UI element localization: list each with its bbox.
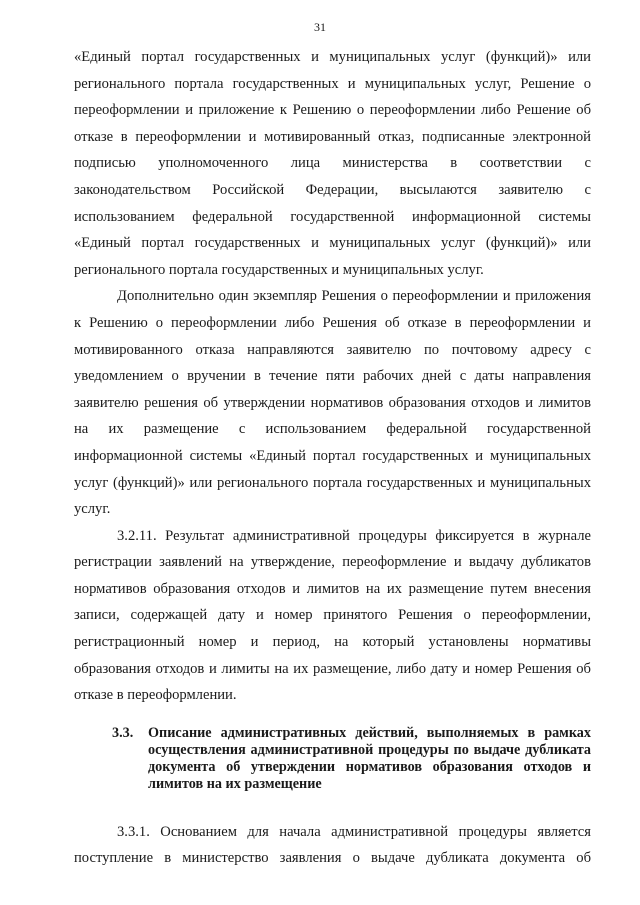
section-number: 3.3. <box>112 724 134 741</box>
section-title: Описание административных действий, выполняемых в рамках осуществления административной процедуры по выдаче дубликата документа об утверждении нормативов образования отходов и лимитов на их размещение <box>148 724 591 792</box>
page-number: 31 <box>314 20 326 34</box>
paragraph-continuation: «Единый портал государственных и муниципальных услуг (функций)» или регионального портала государственных и муниципальных услуг, Решение о переоформлении и приложение к Решению о переоформлении либо Решение об отказе в переоформлении и мотивированный отказ, подписанные электронной подписью уполномоченного лица министерства в соответствии с законодательством Российской Федерации, высылаются заявителю с использованием федеральной государственной информационной системы «Единый портал государственных и муниципальных услуг (функций)» или регионального портала государственных и муниципальных услуг. <box>74 49 591 278</box>
paragraph-additional-copy: Дополнительно один экземпляр Решения о переоформлении и приложения к Решению о переоформлении либо Решения об отказе в переоформлении и мотивированного отказа направляются заявителю по почтовому адресу с уведомлением о вручении в течение пяти рабочих дней с даты направления заявителю решения об утверждении нормативов образования отходов и лимитов на их размещение с использованием федеральной государственной информационной системы «Единый портал государственных и муниципальных услуг (функций)» или регионального портала государственных и муниципальных услуг. <box>74 288 591 518</box>
document-body <box>74 44 591 872</box>
section-heading <box>74 725 591 793</box>
paragraph-3-3-1: 3.3.1. Основанием для начала административной процедуры является поступление в министерство заявления о выдаче дубликата документа об <box>74 823 591 867</box>
paragraph-3-2-11: 3.2.11. Результат административной процедуры фиксируется в журнале регистрации заявлений на утверждение, переоформление и выдачу дубликатов нормативов образования отходов и лимитов на их размещение путем внесения записи, содержащей дату и номер принятого Решения о переоформлении, регистрационный номер и период, на который установлены нормативы образования отходов и лимиты на их размещение, либо дату и номер Решения об отказе в переоформлении. <box>74 527 591 704</box>
